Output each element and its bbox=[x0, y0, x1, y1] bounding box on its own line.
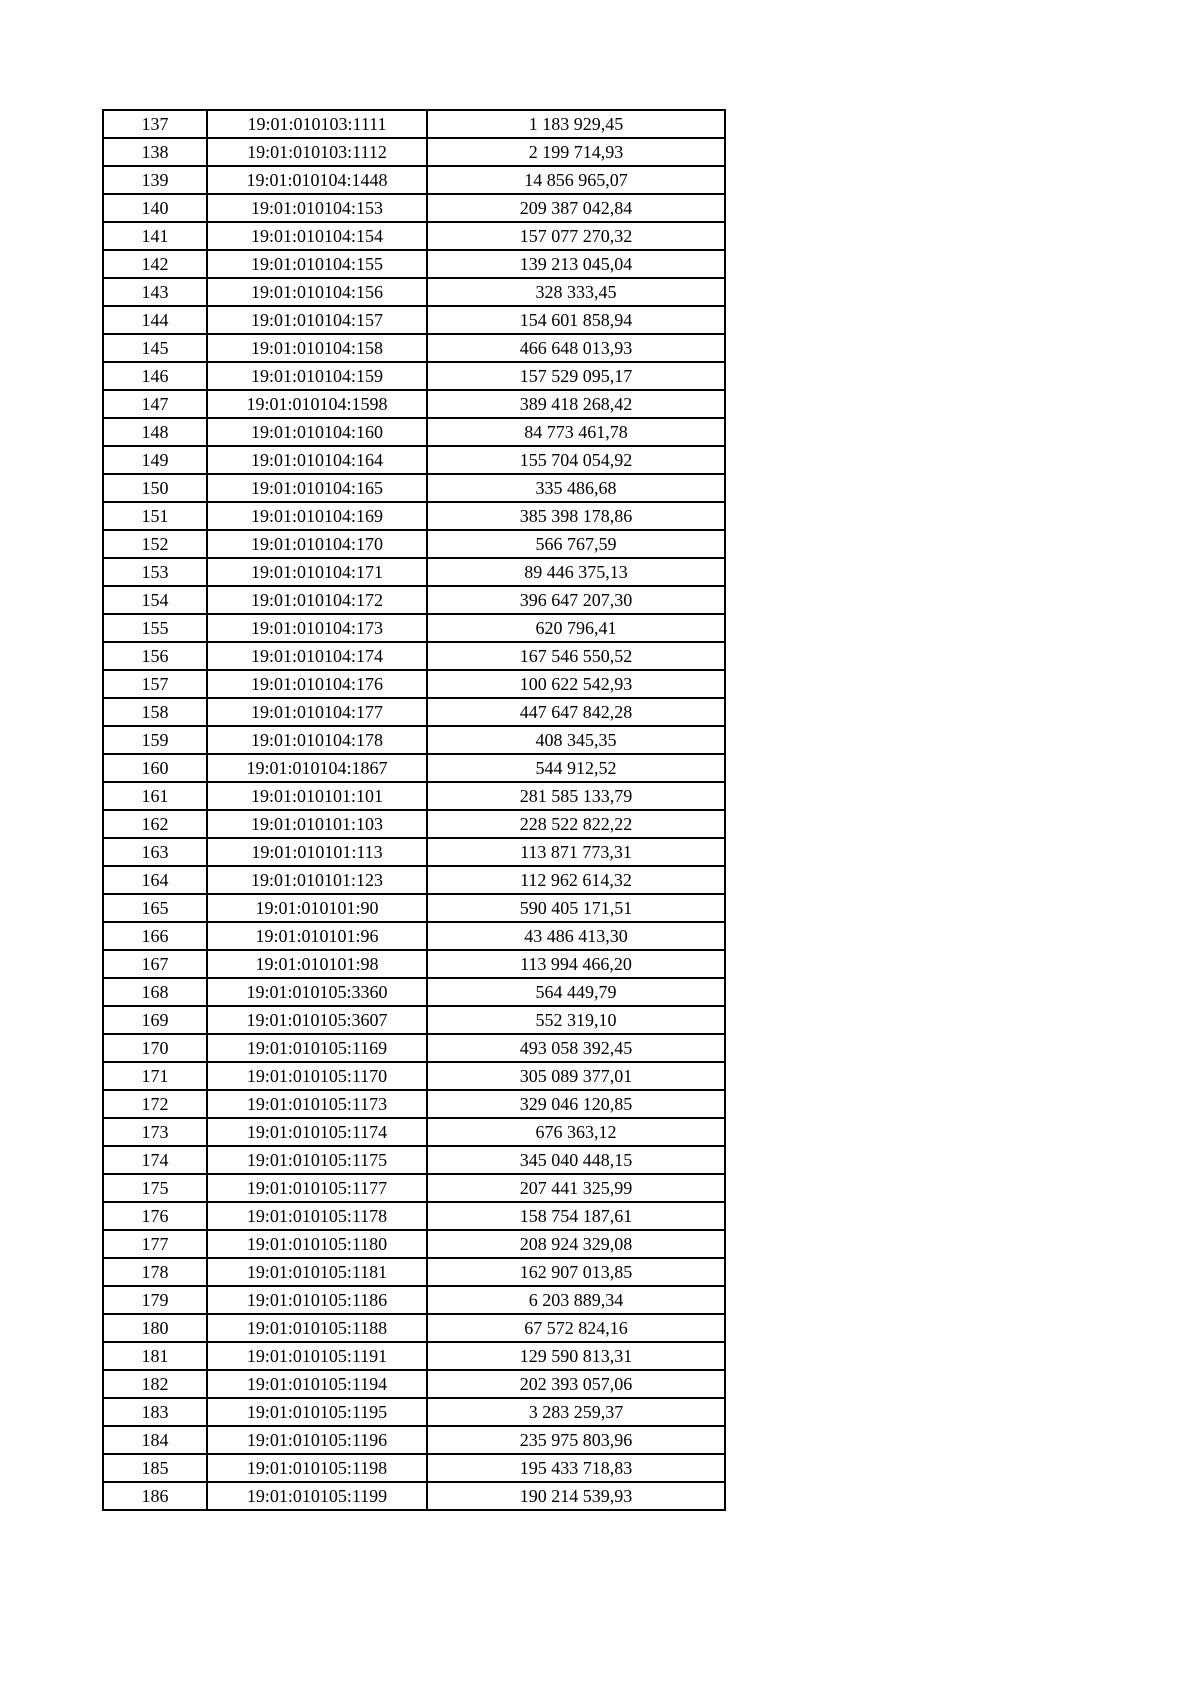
cadastral-number-cell: 19:01:010104:156 bbox=[207, 278, 427, 306]
cadastral-number-cell: 19:01:010101:98 bbox=[207, 950, 427, 978]
cadastral-number-cell: 19:01:010104:172 bbox=[207, 586, 427, 614]
cadastral-value-cell: 113 994 466,20 bbox=[427, 950, 725, 978]
cadastral-number-cell: 19:01:010104:157 bbox=[207, 306, 427, 334]
table-row bbox=[103, 446, 725, 474]
cadastral-value-cell: 281 585 133,79 bbox=[427, 782, 725, 810]
row-number-cell: 140 bbox=[103, 194, 207, 222]
table-row bbox=[103, 530, 725, 558]
row-number-cell: 138 bbox=[103, 138, 207, 166]
cadastral-value-cell: 676 363,12 bbox=[427, 1118, 725, 1146]
table-row bbox=[103, 250, 725, 278]
cadastral-number-cell: 19:01:010105:1195 bbox=[207, 1398, 427, 1426]
cadastral-value-cell: 154 601 858,94 bbox=[427, 306, 725, 334]
cadastral-value-cell: 67 572 824,16 bbox=[427, 1314, 725, 1342]
cadastral-number-cell: 19:01:010104:154 bbox=[207, 222, 427, 250]
cadastral-value-cell: 89 446 375,13 bbox=[427, 558, 725, 586]
table-body bbox=[103, 110, 725, 1510]
cadastral-value-cell: 590 405 171,51 bbox=[427, 894, 725, 922]
cadastral-value-cell: 139 213 045,04 bbox=[427, 250, 725, 278]
table-row bbox=[103, 138, 725, 166]
cadastral-number-cell: 19:01:010105:1178 bbox=[207, 1202, 427, 1230]
table-row bbox=[103, 1454, 725, 1482]
row-number-cell: 167 bbox=[103, 950, 207, 978]
row-number-cell: 147 bbox=[103, 390, 207, 418]
cadastral-number-cell: 19:01:010105:1173 bbox=[207, 1090, 427, 1118]
cadastral-value-cell: 2 199 714,93 bbox=[427, 138, 725, 166]
cadastral-value-cell: 100 622 542,93 bbox=[427, 670, 725, 698]
table-row bbox=[103, 1258, 725, 1286]
row-number-cell: 165 bbox=[103, 894, 207, 922]
cadastral-number-cell: 19:01:010101:90 bbox=[207, 894, 427, 922]
cadastral-number-cell: 19:01:010105:1175 bbox=[207, 1146, 427, 1174]
cadastral-number-cell: 19:01:010103:1111 bbox=[207, 110, 427, 138]
cadastral-number-cell: 19:01:010105:1196 bbox=[207, 1426, 427, 1454]
row-number-cell: 169 bbox=[103, 1006, 207, 1034]
row-number-cell: 156 bbox=[103, 642, 207, 670]
row-number-cell: 180 bbox=[103, 1314, 207, 1342]
row-number-cell: 184 bbox=[103, 1426, 207, 1454]
cadastral-value-cell: 209 387 042,84 bbox=[427, 194, 725, 222]
cadastral-value-cell: 329 046 120,85 bbox=[427, 1090, 725, 1118]
cadastral-number-cell: 19:01:010105:1181 bbox=[207, 1258, 427, 1286]
row-number-cell: 186 bbox=[103, 1482, 207, 1510]
row-number-cell: 146 bbox=[103, 362, 207, 390]
table-row bbox=[103, 726, 725, 754]
cadastral-value-cell: 544 912,52 bbox=[427, 754, 725, 782]
table-row bbox=[103, 194, 725, 222]
row-number-cell: 158 bbox=[103, 698, 207, 726]
cadastral-value-cell: 235 975 803,96 bbox=[427, 1426, 725, 1454]
cadastral-number-cell: 19:01:010105:1174 bbox=[207, 1118, 427, 1146]
cadastral-number-cell: 19:01:010101:96 bbox=[207, 922, 427, 950]
cadastral-value-cell: 385 398 178,86 bbox=[427, 502, 725, 530]
row-number-cell: 144 bbox=[103, 306, 207, 334]
cadastral-value-cell: 43 486 413,30 bbox=[427, 922, 725, 950]
table-row bbox=[103, 1482, 725, 1510]
table-row bbox=[103, 866, 725, 894]
cadastral-number-cell: 19:01:010104:178 bbox=[207, 726, 427, 754]
cadastral-value-cell: 620 796,41 bbox=[427, 614, 725, 642]
table-row bbox=[103, 1034, 725, 1062]
cadastral-value-cell: 157 529 095,17 bbox=[427, 362, 725, 390]
table-row bbox=[103, 1286, 725, 1314]
row-number-cell: 166 bbox=[103, 922, 207, 950]
table-row bbox=[103, 1230, 725, 1258]
cadastral-number-cell: 19:01:010104:1867 bbox=[207, 754, 427, 782]
row-number-cell: 143 bbox=[103, 278, 207, 306]
cadastral-number-cell: 19:01:010104:171 bbox=[207, 558, 427, 586]
row-number-cell: 154 bbox=[103, 586, 207, 614]
table-row bbox=[103, 894, 725, 922]
table-row bbox=[103, 502, 725, 530]
table-row bbox=[103, 614, 725, 642]
table-row bbox=[103, 110, 725, 138]
cadastral-number-cell: 19:01:010101:101 bbox=[207, 782, 427, 810]
table-row bbox=[103, 362, 725, 390]
cadastral-number-cell: 19:01:010105:1186 bbox=[207, 1286, 427, 1314]
cadastral-value-cell: 155 704 054,92 bbox=[427, 446, 725, 474]
table-row bbox=[103, 222, 725, 250]
row-number-cell: 182 bbox=[103, 1370, 207, 1398]
row-number-cell: 174 bbox=[103, 1146, 207, 1174]
row-number-cell: 168 bbox=[103, 978, 207, 1006]
table-row bbox=[103, 1314, 725, 1342]
cadastral-value-cell: 228 522 822,22 bbox=[427, 810, 725, 838]
row-number-cell: 149 bbox=[103, 446, 207, 474]
cadastral-value-cell: 552 319,10 bbox=[427, 1006, 725, 1034]
cadastral-value-cell: 190 214 539,93 bbox=[427, 1482, 725, 1510]
cadastral-value-cell: 396 647 207,30 bbox=[427, 586, 725, 614]
cadastral-value-cell: 389 418 268,42 bbox=[427, 390, 725, 418]
cadastral-value-cell: 447 647 842,28 bbox=[427, 698, 725, 726]
table-row bbox=[103, 1062, 725, 1090]
cadastral-number-cell: 19:01:010104:173 bbox=[207, 614, 427, 642]
table-row bbox=[103, 782, 725, 810]
row-number-cell: 137 bbox=[103, 110, 207, 138]
cadastral-number-cell: 19:01:010104:170 bbox=[207, 530, 427, 558]
table-row bbox=[103, 558, 725, 586]
table-row bbox=[103, 278, 725, 306]
cadastral-number-cell: 19:01:010104:176 bbox=[207, 670, 427, 698]
cadastral-number-cell: 19:01:010105:1198 bbox=[207, 1454, 427, 1482]
table-row bbox=[103, 1146, 725, 1174]
cadastral-value-cell: 158 754 187,61 bbox=[427, 1202, 725, 1230]
table-row bbox=[103, 950, 725, 978]
cadastral-number-cell: 19:01:010104:164 bbox=[207, 446, 427, 474]
table-row bbox=[103, 922, 725, 950]
row-number-cell: 181 bbox=[103, 1342, 207, 1370]
cadastral-value-cell: 167 546 550,52 bbox=[427, 642, 725, 670]
cadastral-value-cell: 466 648 013,93 bbox=[427, 334, 725, 362]
cadastral-number-cell: 19:01:010104:153 bbox=[207, 194, 427, 222]
cadastral-number-cell: 19:01:010105:3607 bbox=[207, 1006, 427, 1034]
cadastral-number-cell: 19:01:010101:103 bbox=[207, 810, 427, 838]
cadastral-value-cell: 305 089 377,01 bbox=[427, 1062, 725, 1090]
table-row bbox=[103, 390, 725, 418]
table-row bbox=[103, 838, 725, 866]
cadastral-value-cell: 84 773 461,78 bbox=[427, 418, 725, 446]
table-row bbox=[103, 670, 725, 698]
table-row bbox=[103, 1370, 725, 1398]
row-number-cell: 173 bbox=[103, 1118, 207, 1146]
table-row bbox=[103, 978, 725, 1006]
cadastral-number-cell: 19:01:010105:3360 bbox=[207, 978, 427, 1006]
table-row bbox=[103, 1006, 725, 1034]
row-number-cell: 161 bbox=[103, 782, 207, 810]
cadastral-value-cell: 328 333,45 bbox=[427, 278, 725, 306]
cadastral-value-cell: 195 433 718,83 bbox=[427, 1454, 725, 1482]
row-number-cell: 171 bbox=[103, 1062, 207, 1090]
row-number-cell: 163 bbox=[103, 838, 207, 866]
cadastral-number-cell: 19:01:010105:1188 bbox=[207, 1314, 427, 1342]
cadastral-number-cell: 19:01:010105:1170 bbox=[207, 1062, 427, 1090]
cadastral-number-cell: 19:01:010105:1194 bbox=[207, 1370, 427, 1398]
cadastral-value-cell: 129 590 813,31 bbox=[427, 1342, 725, 1370]
row-number-cell: 175 bbox=[103, 1174, 207, 1202]
cadastral-value-cell: 3 283 259,37 bbox=[427, 1398, 725, 1426]
cadastral-number-cell: 19:01:010105:1191 bbox=[207, 1342, 427, 1370]
table-row bbox=[103, 418, 725, 446]
cadastral-value-cell: 162 907 013,85 bbox=[427, 1258, 725, 1286]
row-number-cell: 183 bbox=[103, 1398, 207, 1426]
row-number-cell: 160 bbox=[103, 754, 207, 782]
row-number-cell: 142 bbox=[103, 250, 207, 278]
cadastral-value-cell: 14 856 965,07 bbox=[427, 166, 725, 194]
cadastral-value-cell: 113 871 773,31 bbox=[427, 838, 725, 866]
cadastral-value-cell: 335 486,68 bbox=[427, 474, 725, 502]
row-number-cell: 148 bbox=[103, 418, 207, 446]
row-number-cell: 172 bbox=[103, 1090, 207, 1118]
cadastral-number-cell: 19:01:010104:160 bbox=[207, 418, 427, 446]
table-row bbox=[103, 698, 725, 726]
cadastral-value-cell: 208 924 329,08 bbox=[427, 1230, 725, 1258]
row-number-cell: 145 bbox=[103, 334, 207, 362]
cadastral-value-cell: 6 203 889,34 bbox=[427, 1286, 725, 1314]
row-number-cell: 159 bbox=[103, 726, 207, 754]
row-number-cell: 178 bbox=[103, 1258, 207, 1286]
table-row bbox=[103, 474, 725, 502]
cadastral-number-cell: 19:01:010104:174 bbox=[207, 642, 427, 670]
table-row bbox=[103, 642, 725, 670]
table-row bbox=[103, 1342, 725, 1370]
cadastral-value-cell: 207 441 325,99 bbox=[427, 1174, 725, 1202]
row-number-cell: 177 bbox=[103, 1230, 207, 1258]
cadastral-number-cell: 19:01:010104:155 bbox=[207, 250, 427, 278]
table-row bbox=[103, 810, 725, 838]
row-number-cell: 179 bbox=[103, 1286, 207, 1314]
table-row bbox=[103, 1202, 725, 1230]
cadastral-value-cell: 1 183 929,45 bbox=[427, 110, 725, 138]
row-number-cell: 170 bbox=[103, 1034, 207, 1062]
cadastral-value-table bbox=[102, 109, 726, 1511]
cadastral-number-cell: 19:01:010104:169 bbox=[207, 502, 427, 530]
cadastral-number-cell: 19:01:010104:159 bbox=[207, 362, 427, 390]
row-number-cell: 152 bbox=[103, 530, 207, 558]
cadastral-number-cell: 19:01:010101:113 bbox=[207, 838, 427, 866]
row-number-cell: 162 bbox=[103, 810, 207, 838]
row-number-cell: 157 bbox=[103, 670, 207, 698]
cadastral-number-cell: 19:01:010104:1598 bbox=[207, 390, 427, 418]
cadastral-value-cell: 493 058 392,45 bbox=[427, 1034, 725, 1062]
cadastral-number-cell: 19:01:010104:177 bbox=[207, 698, 427, 726]
cadastral-value-cell: 408 345,35 bbox=[427, 726, 725, 754]
table-row bbox=[103, 754, 725, 782]
table-row bbox=[103, 1090, 725, 1118]
row-number-cell: 185 bbox=[103, 1454, 207, 1482]
cadastral-number-cell: 19:01:010105:1199 bbox=[207, 1482, 427, 1510]
cadastral-value-cell: 345 040 448,15 bbox=[427, 1146, 725, 1174]
cadastral-number-cell: 19:01:010105:1180 bbox=[207, 1230, 427, 1258]
table-row bbox=[103, 1118, 725, 1146]
row-number-cell: 153 bbox=[103, 558, 207, 586]
table-row bbox=[103, 166, 725, 194]
row-number-cell: 141 bbox=[103, 222, 207, 250]
cadastral-number-cell: 19:01:010101:123 bbox=[207, 866, 427, 894]
row-number-cell: 151 bbox=[103, 502, 207, 530]
cadastral-number-cell: 19:01:010104:158 bbox=[207, 334, 427, 362]
table-row bbox=[103, 586, 725, 614]
cadastral-number-cell: 19:01:010104:165 bbox=[207, 474, 427, 502]
cadastral-value-cell: 202 393 057,06 bbox=[427, 1370, 725, 1398]
row-number-cell: 150 bbox=[103, 474, 207, 502]
table-row bbox=[103, 334, 725, 362]
table-row bbox=[103, 306, 725, 334]
cadastral-value-cell: 564 449,79 bbox=[427, 978, 725, 1006]
cadastral-value-cell: 112 962 614,32 bbox=[427, 866, 725, 894]
cadastral-number-cell: 19:01:010105:1177 bbox=[207, 1174, 427, 1202]
row-number-cell: 139 bbox=[103, 166, 207, 194]
cadastral-number-cell: 19:01:010105:1169 bbox=[207, 1034, 427, 1062]
table-row bbox=[103, 1174, 725, 1202]
cadastral-number-cell: 19:01:010104:1448 bbox=[207, 166, 427, 194]
table-row bbox=[103, 1426, 725, 1454]
table-row bbox=[103, 1398, 725, 1426]
cadastral-value-cell: 157 077 270,32 bbox=[427, 222, 725, 250]
row-number-cell: 176 bbox=[103, 1202, 207, 1230]
cadastral-number-cell: 19:01:010103:1112 bbox=[207, 138, 427, 166]
row-number-cell: 164 bbox=[103, 866, 207, 894]
row-number-cell: 155 bbox=[103, 614, 207, 642]
cadastral-value-cell: 566 767,59 bbox=[427, 530, 725, 558]
